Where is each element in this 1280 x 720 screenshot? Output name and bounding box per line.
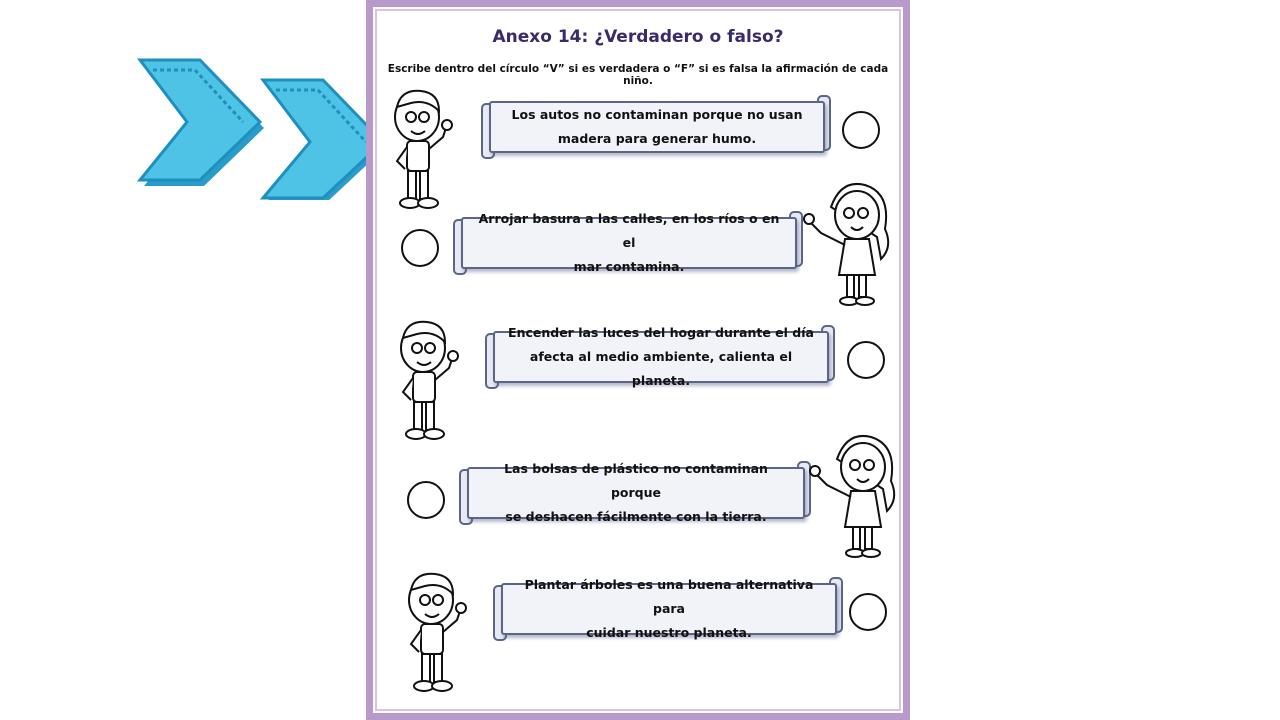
answer-circle-3[interactable] [847,341,885,379]
girl-waving-icon [801,177,901,309]
instructions-text: Escribe dentro del círculo “V” si es verdadera o “F” si es falsa la afirmación de cada niño. [387,63,889,87]
statement-text: se deshacen fácilmente con la tierra. [505,509,767,524]
statement-card-2 [453,211,803,275]
page-title: Anexo 14: ¿Verdadero o falso? [492,27,784,47]
answer-circle-2[interactable] [401,229,439,267]
answer-circle-4[interactable] [407,481,445,519]
boy-thumbs-up-icon [395,567,475,699]
boy-thumbs-up-icon [381,85,461,215]
double-chevron-right-icon [125,50,395,200]
worksheet-page [366,0,910,720]
statement-card-1 [481,95,831,159]
answer-circle-5[interactable] [849,593,887,631]
statement-text: Los autos no contaminan porque no usan [511,107,803,122]
boy-thumbs-up-icon [387,315,467,447]
statement-text: Plantar árboles es una buena alternativa para [524,577,814,616]
girl-waving-icon [807,429,907,561]
statement-card-4 [459,461,811,525]
statement-card-3 [485,325,835,389]
statement-text: Encender las luces del hogar durante el día [508,325,814,340]
statement-text: cuidar nuestro planeta. [586,625,752,640]
statement-text: afecta al medio ambiente, calienta el planeta. [529,349,793,388]
statement-text: Las bolsas de plástico no contaminan porque [504,461,768,500]
answer-circle-1[interactable] [842,111,880,149]
statement-text: mar contamina. [573,259,685,274]
statement-text: madera para generar humo. [557,131,757,146]
statement-text: Arrojar basura a las calles, en los ríos o en el [478,211,780,250]
statement-card-5 [493,577,843,641]
